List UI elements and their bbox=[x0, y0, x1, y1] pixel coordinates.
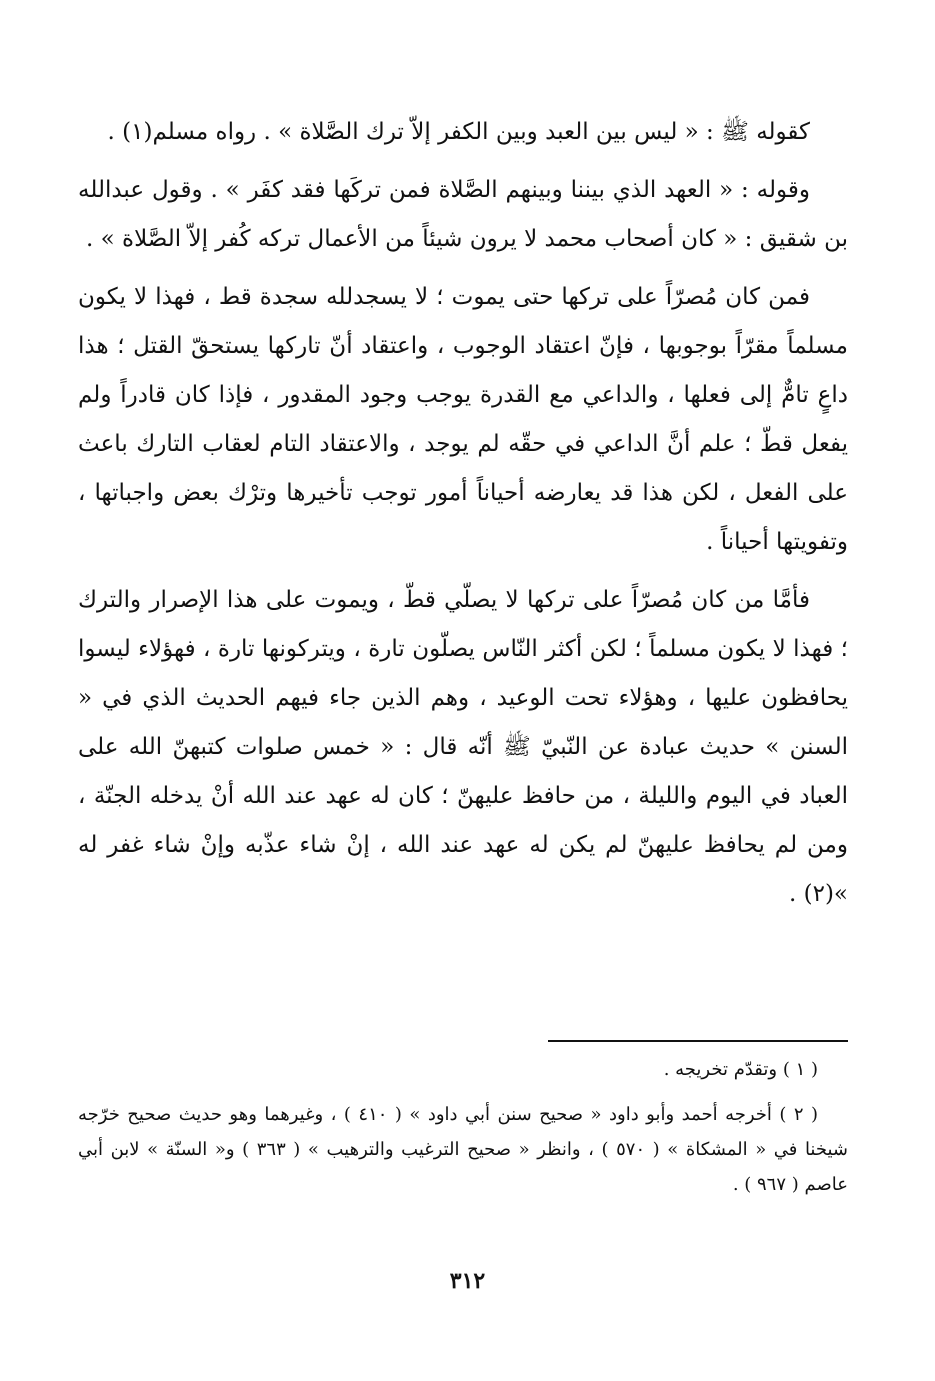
paragraph-1: كقوله ﷺ : « ليس بين العبد وبين الكفر إلاّ ترك الصَّلاة » . رواه مسلم(١) . bbox=[107, 119, 810, 145]
paragraph-2: وقوله : « العهد الذي بيننا وبينهم الصَّلاة فمن تركَها فقد كفَر » . وقول عبدالله بن شقيق : « كان أصحاب محمد لا يرون شيئاً من الأعمال تركه كُفر إلاّ الصَّلاة » . bbox=[78, 177, 848, 252]
footnote-2: ( ٢ ) أخرجه أحمد وأبو داود « صحيح سنن أبي داود » ( ٤١٠ ) ، وغيرهما وهو حديث صحيح خرّجه شيخنا في « المشكاة » ( ٥٧٠ ) ، وانظر « صحيح الترغيب والترهيب » ( ٣٦٣ ) و« السنّة » لابن أبي عاصم ( ٩٦٧ ) . bbox=[78, 1104, 849, 1195]
main-text bbox=[78, 108, 848, 928]
paragraph-4: فأمَّا من كان مُصرّاً على تركها لا يصلّي قطّ ، ويموت على هذا الإصرار والترك ؛ فهذا لا يكون مسلماً ؛ لكن أكثر النّاس يصلّون تارة ، ويتركونها تارة ، فهؤلاء ليسوا يحافظون عليها ، وهؤلاء تحت الوعيد ، وهم الذين جاء فيهم الحديث الذي في « السنن » حديث عبادة عن النّبيّ ﷺ أنّه قال : « خمس صلوات كتبهنّ الله على العباد في اليوم والليلة ، من حافظ عليهنّ ؛ كان له عهد عند الله أنْ يدخله الجنّة ، ومن لم يحافظ عليهنّ لم يكن له عهد عند الله ، إنْ شاء عذّبه وإنْ شاء غفر له »(٢) . bbox=[78, 587, 848, 907]
footnote-1: ( ١ ) وتقدّم تخريجه . bbox=[663, 1059, 818, 1080]
footnote-divider bbox=[548, 1040, 848, 1042]
page-number: ٣١٢ bbox=[449, 1268, 486, 1294]
paragraph-3: فمن كان مُصرّاً على تركها حتى يموت ؛ لا يسجدلله سجدة قط ، فهذا لا يكون مسلماً مقرّاً بوجوبها ، فإنّ اعتقاد الوجوب ، واعتقاد أنّ تاركها يستحقّ القتل ؛ هذا داعٍ تامٌّ إلى فعلها ، والداعي مع القدرة يوجب وجود المقدور ، فإذا كان قادراً ولم يفعل قطّ ؛ علم أنَّ الداعي في حقّه لم يوجد ، والاعتقاد التام لعقاب التارك باعث على الفعل ، لكن هذا قد يعارضه أحياناً أمور توجب تأخيرها وترْك بعض واجباتها ، وتفويتها أحياناً . bbox=[78, 284, 848, 555]
footnotes bbox=[78, 1052, 848, 1212]
